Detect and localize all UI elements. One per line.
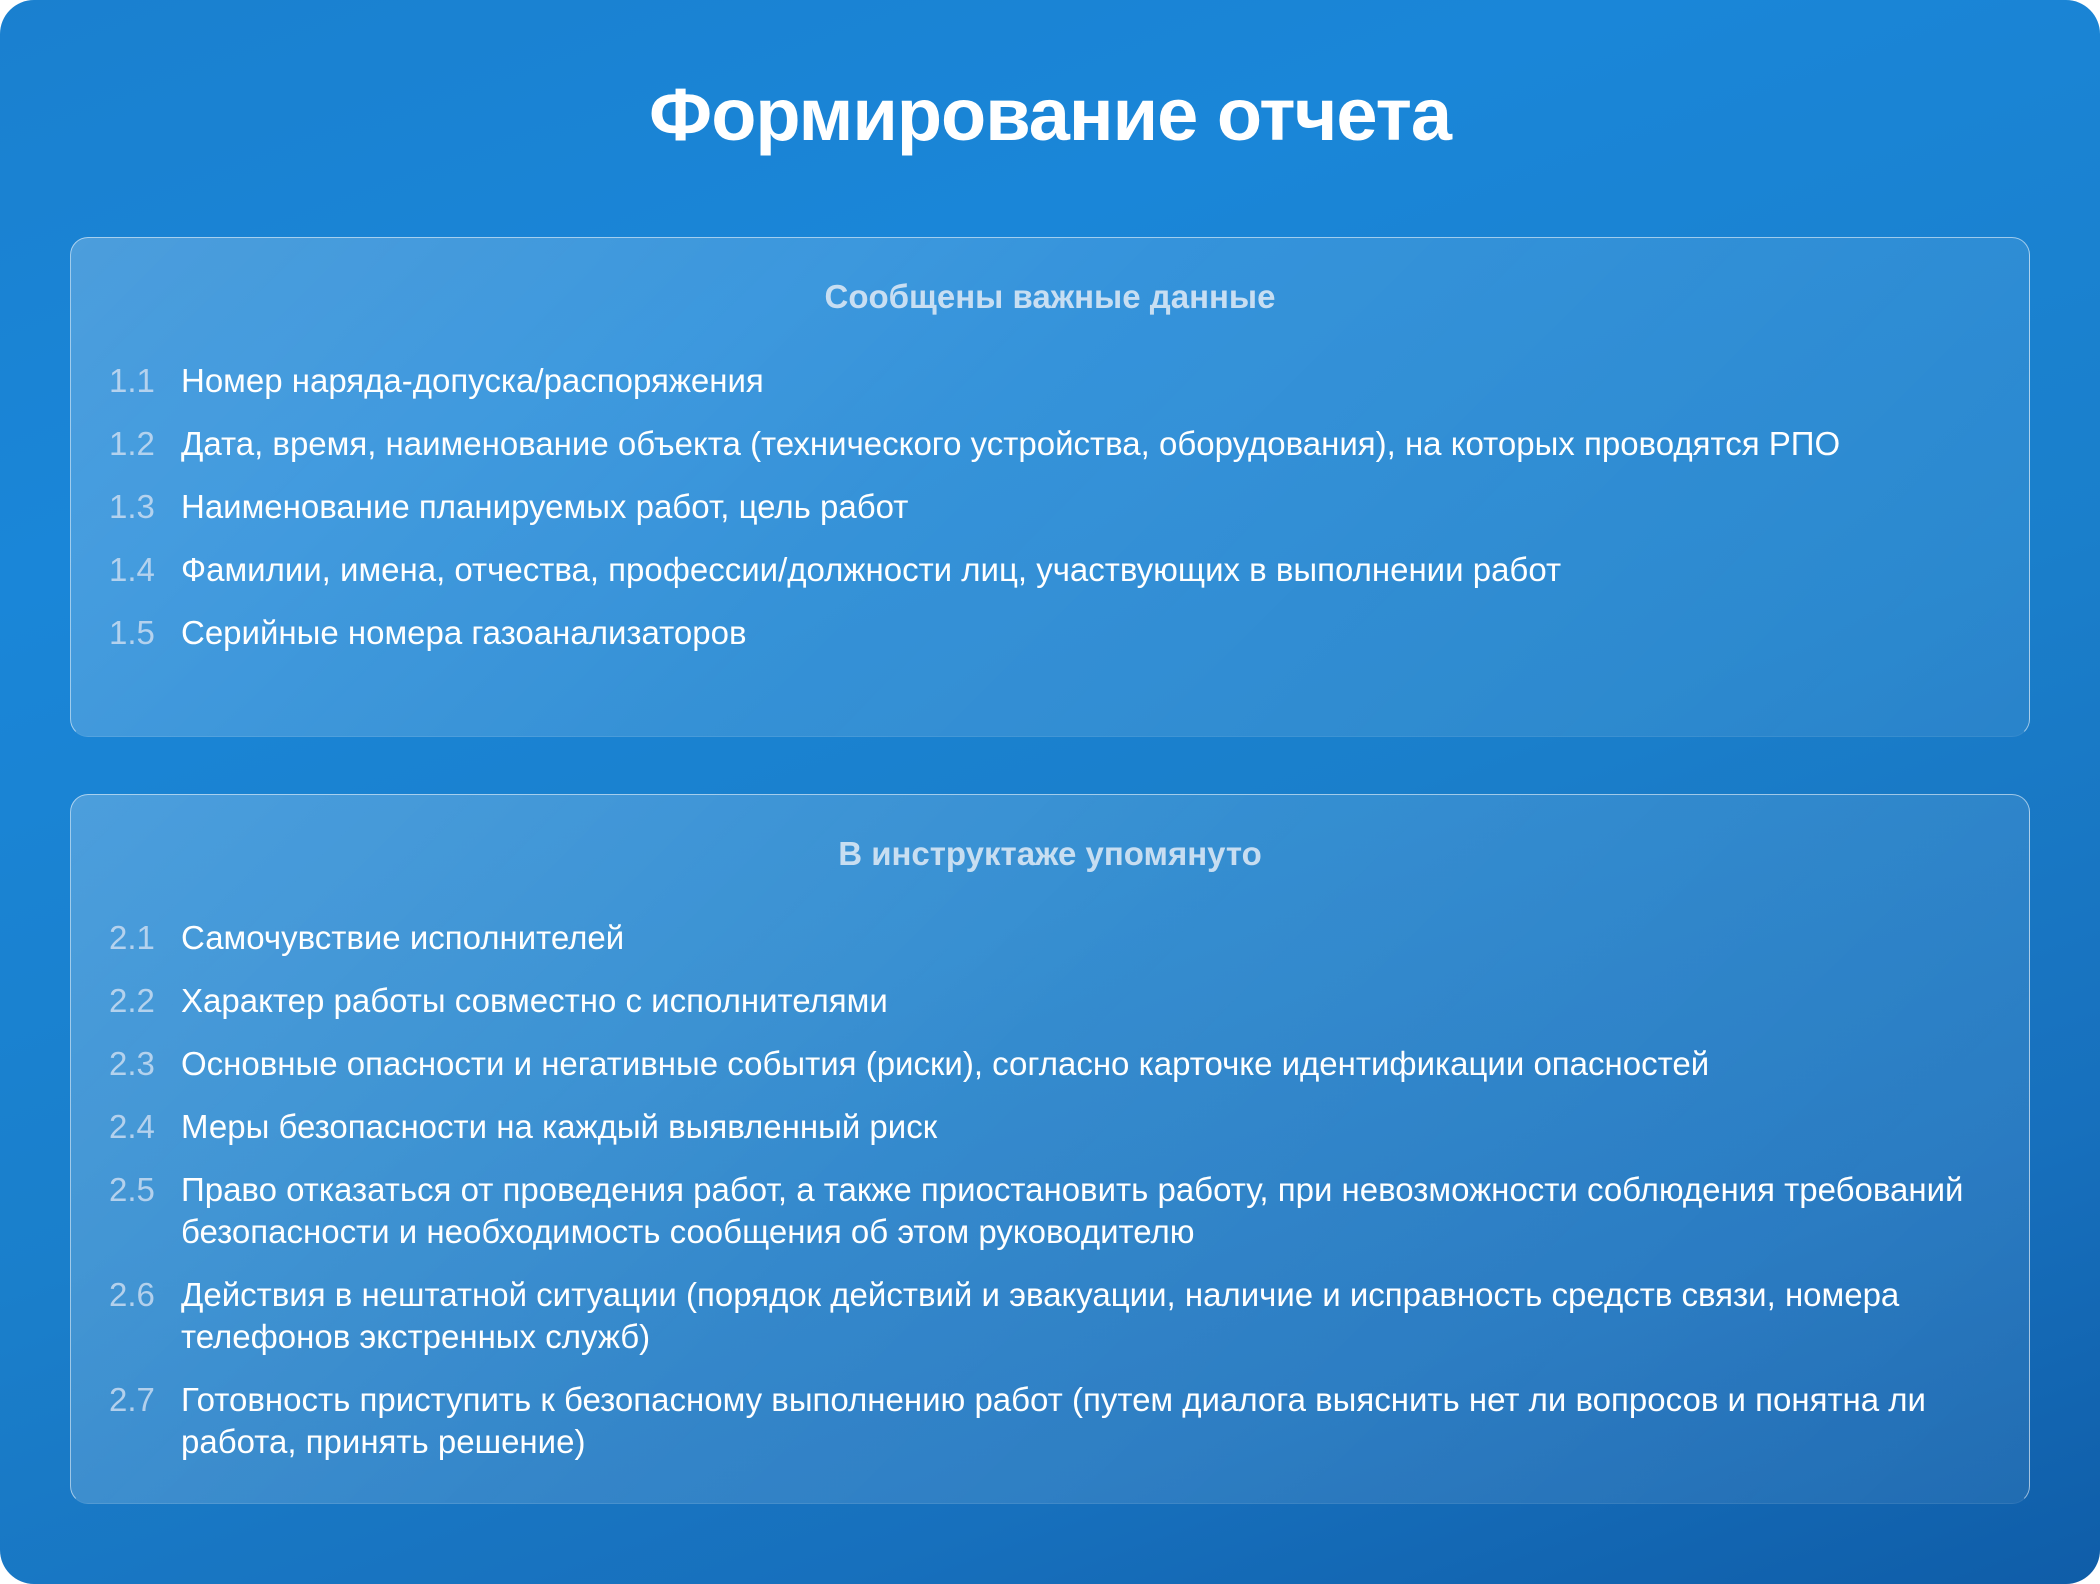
item-number: 1.5 <box>109 614 155 651</box>
item-text: Самочувствие исполнителей <box>181 919 625 956</box>
item-text: Фамилии, имена, отчества, профессии/должности лиц, участвующих в выполнении работ <box>181 551 1562 588</box>
list-item <box>109 1043 1989 1085</box>
item-text: Наименование планируемых работ, цель работ <box>181 488 909 525</box>
item-number: 1.3 <box>109 488 155 525</box>
item-text: Серийные номера газоанализаторов <box>181 614 747 651</box>
section-card-briefing <box>70 794 2030 1504</box>
list-item <box>109 917 1989 959</box>
item-number: 2.2 <box>109 982 155 1019</box>
item-text: Право отказаться от проведения работ, а также приостановить работу, при невозможности соблюдения требований безопасности и необходимость сообщения об этом руководителю <box>181 1171 1964 1250</box>
list-item <box>109 1169 1989 1253</box>
list-item <box>109 1379 1989 1463</box>
item-text: Меры безопасности на каждый выявленный риск <box>181 1108 938 1145</box>
list-item <box>109 1106 1989 1148</box>
item-number: 1.2 <box>109 425 155 462</box>
item-text: Действия в нештатной ситуации (порядок действий и эвакуации, наличие и исправность средств связи, номера телефонов экстренных служб) <box>181 1276 1900 1355</box>
list-item <box>109 360 1989 402</box>
item-text: Номер наряда-допуска/распоряжения <box>181 362 764 399</box>
item-number: 1.1 <box>109 362 155 399</box>
item-number: 1.4 <box>109 551 155 588</box>
item-text: Готовность приступить к безопасному выполнению работ (путем диалога выяснить нет ли вопросов и понятна ли работа, принять решение) <box>181 1381 1926 1460</box>
item-number: 2.5 <box>109 1171 155 1208</box>
section-card-important-data <box>70 237 2030 737</box>
page-title: Формирование отчета <box>649 73 1451 156</box>
item-list <box>109 360 1989 675</box>
list-item <box>109 423 1989 465</box>
section-heading: В инструктаже упомянуто <box>838 835 1262 872</box>
item-number: 2.7 <box>109 1381 155 1418</box>
item-text: Характер работы совместно с исполнителями <box>181 982 888 1019</box>
list-item <box>109 1274 1989 1358</box>
item-number: 2.3 <box>109 1045 155 1082</box>
list-item <box>109 549 1989 591</box>
section-heading: Сообщены важные данные <box>824 278 1276 315</box>
list-item <box>109 486 1989 528</box>
list-item <box>109 612 1989 654</box>
item-text: Основные опасности и негативные события (риски), согласно карточке идентификации опасностей <box>181 1045 1710 1082</box>
item-text: Дата, время, наименование объекта (технического устройства, оборудования), на которых проводятся РПО <box>181 425 1841 462</box>
item-number: 2.4 <box>109 1108 155 1145</box>
item-number: 2.1 <box>109 919 155 956</box>
item-number: 2.6 <box>109 1276 155 1313</box>
list-item <box>109 980 1989 1022</box>
item-list <box>109 917 1989 1484</box>
